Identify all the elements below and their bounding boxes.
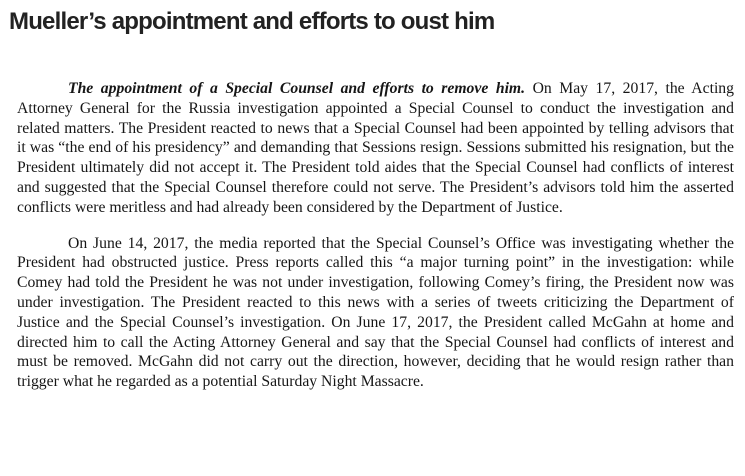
paragraph-body: On June 14, 2017, the media reported that the Special Counsel’s Office was investigating whether the President had obstructed justice. Press reports called this “a major turning point” in the investigation: while Comey had told the President he was not under investigation, following Comey’s firing, the President now was under investigation. The President reacted to this news with a series of tweets criticizing the Department of Justice and the Special Counsel’s investigation. On June 17, 2017, the President called McGahn at home and directed him to call the Acting Attorney General and say that the Special Counsel had conflicts of interest and must be removed. McGahn did not carry out the direction, however, deciding that he would resign rather than trigger what he regarded as a potential Saturday Night Massacre.	[17, 234, 734, 391]
paragraph-lead-heading: The appointment of a Special Counsel and efforts to remove him.	[68, 80, 526, 97]
article-title: Mueller’s appointment and efforts to oust him	[9, 8, 495, 35]
article-header	[0, 0, 745, 44]
paragraph-appointment	[17, 79, 734, 218]
paragraph-june-14	[17, 234, 734, 392]
paragraph-body: On May 17, 2017, the Acting Attorney General for the Russia investigation appointed a Special Counsel to conduct the investigation and related matters. The President reacted to news that a Special Counsel had been appointed by telling advisors that it was “the end of his presidency” and demanding that Sessions resign. Sessions submitted his resignation, but the President ultimately did not accept it. The President told aides that the Special Counsel had conflicts of interest and suggested that the Special Counsel therefore could not serve. The President’s advisors told him the asserted conflicts were meritless and had already been considered by the Department of Justice.	[17, 80, 734, 216]
document-excerpt	[17, 79, 734, 392]
